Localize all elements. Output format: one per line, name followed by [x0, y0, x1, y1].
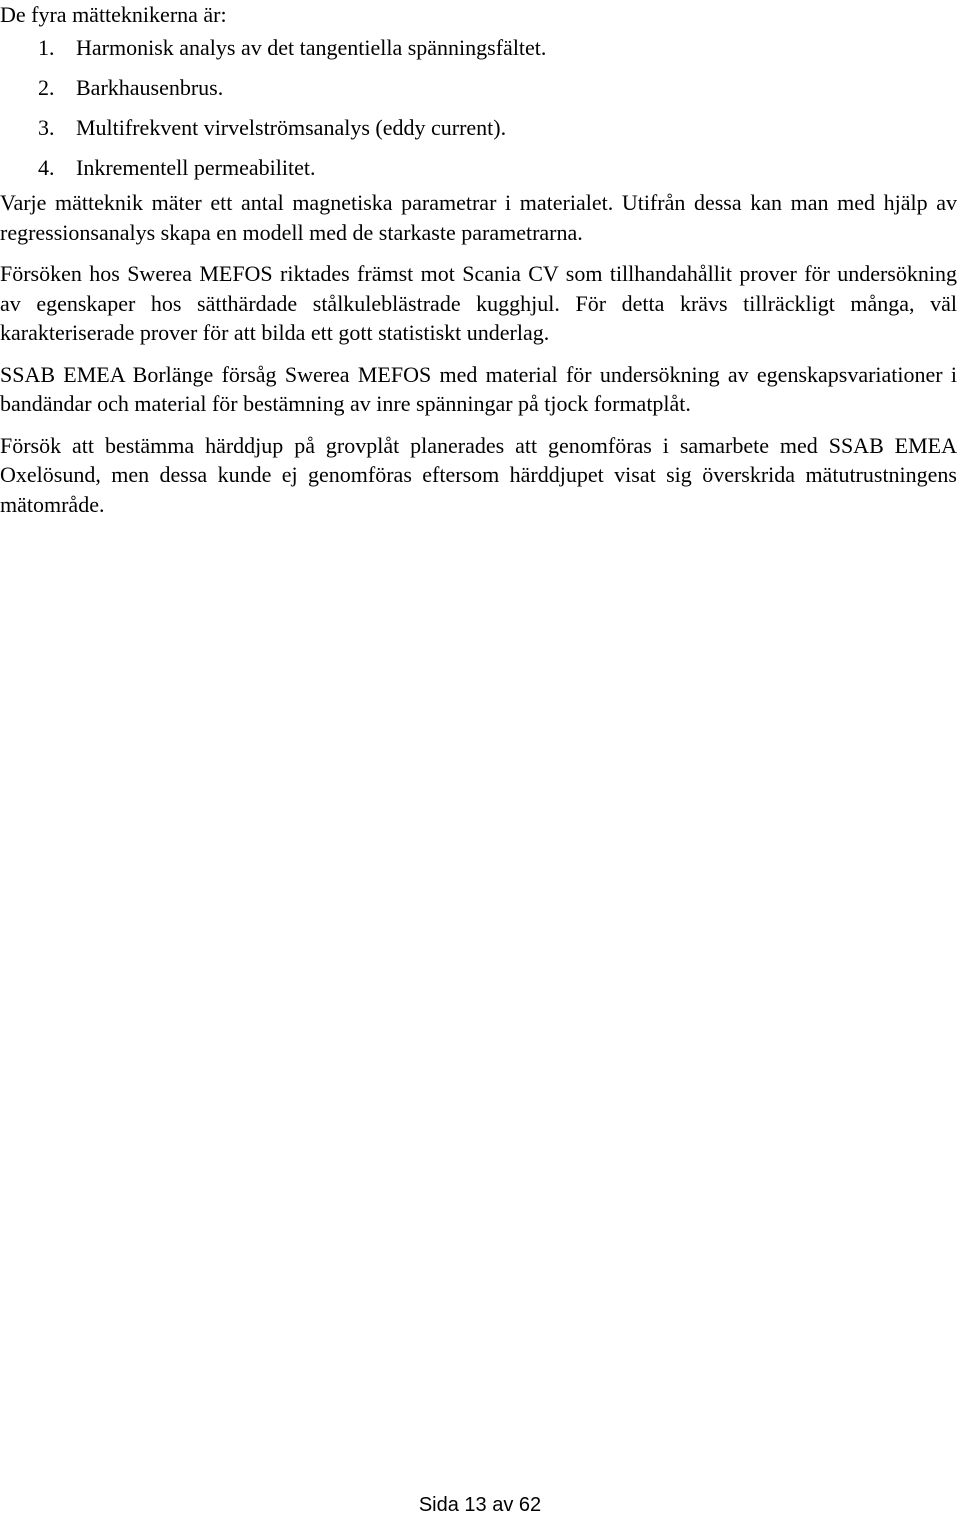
list-item-text: Harmonisk analys av det tangentiella spänningsfältet. — [76, 35, 547, 60]
list-item — [0, 153, 957, 182]
list-item-text: Multifrekvent virvelströmsanalys (eddy current). — [76, 115, 507, 140]
list-item — [0, 73, 957, 102]
list-item-text: Inkrementell permeabilitet. — [76, 155, 316, 180]
page-number: Sida 13 av 62 — [418, 1494, 542, 1516]
intro-text: De fyra mätteknikerna är: — [0, 2, 227, 27]
measurement-techniques-list — [0, 33, 957, 182]
list-item-number: 1. — [38, 35, 55, 60]
list-item-text: Barkhausenbrus. — [76, 75, 224, 100]
paragraph: SSAB EMEA Borlänge försåg Swerea MEFOS med material för undersökning av egenskapsvariationer i bandändar och material för bestämning av inre spänningar på tjock formatplåt. — [0, 361, 957, 416]
list-item — [0, 33, 957, 62]
paragraph: Varje mätteknik mäter ett antal magnetiska parametrar i materialet. Utifrån dessa kan man med hjälp av regressionsanalys skapa en modell med de starkaste parametrarna. — [0, 190, 957, 245]
document-body — [0, 0, 957, 531]
list-item-number: 2. — [38, 75, 55, 100]
list-item-number: 3. — [38, 115, 55, 140]
list-item — [0, 113, 957, 142]
paragraph: Försöken hos Swerea MEFOS riktades främst mot Scania CV som tillhandahållit prover för undersökning av egenskaper hos sätthärdade stålkuleblästrade kugghjul. För detta krävs tillräckligt många, väl karakteriserade prover för att bilda ett gott statistiskt underlag. — [0, 261, 957, 345]
paragraph: Försök att bestämma härddjup på grovplåt planerades att genomföras i samarbete med SSAB EMEA Oxelösund, men dessa kunde ej genomföras eftersom härddjupet visat sig överskrida mätutrustningens mätområde. — [0, 432, 957, 517]
list-item-number: 4. — [38, 155, 55, 180]
